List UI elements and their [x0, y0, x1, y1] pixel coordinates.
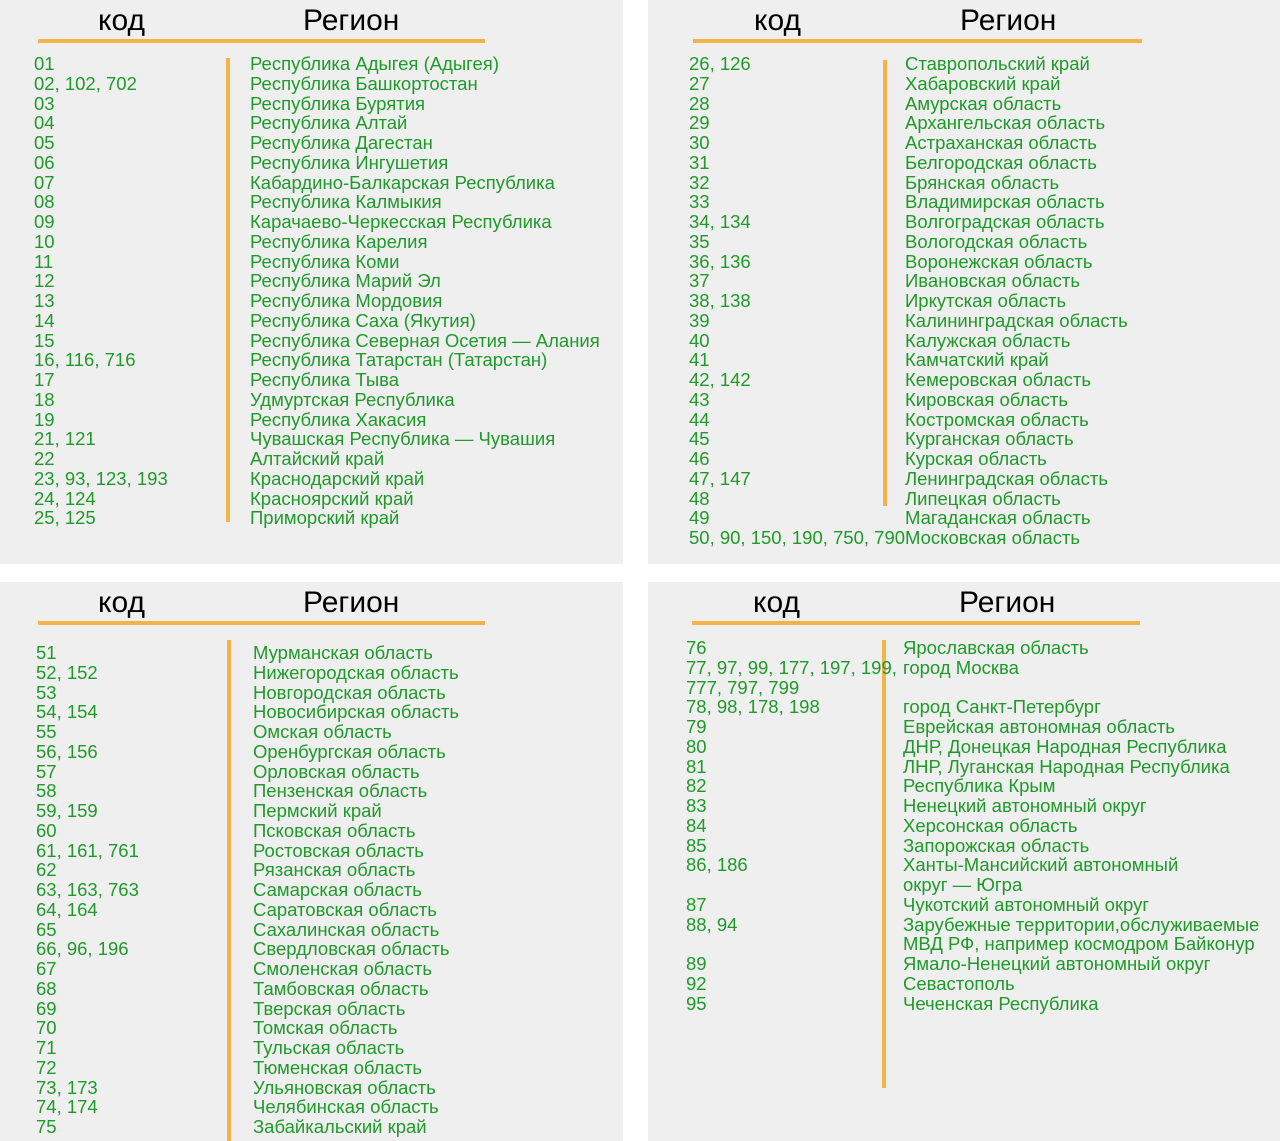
region-name: Приморский край: [250, 507, 400, 529]
header-divider: [38, 621, 485, 625]
region-code: 777, 797, 799: [686, 676, 800, 698]
region-code: 31: [689, 151, 710, 173]
region-code: 36, 136: [689, 250, 751, 272]
region-name: Запорожская область: [903, 834, 1090, 856]
region-code: 72: [36, 1056, 57, 1078]
region-column: [905, 54, 1128, 548]
region-name: Республика Крым: [903, 775, 1056, 797]
region-code: 51: [36, 642, 57, 663]
region-code: 12: [34, 270, 55, 292]
region-code: 09: [34, 211, 55, 232]
region-code: 80: [686, 735, 707, 757]
header-code: код: [98, 4, 145, 37]
region-name: Пермский край: [253, 800, 382, 821]
region-name: Чувашская Республика — Чувашия: [250, 428, 556, 450]
region-name: Республика Алтай: [250, 112, 408, 134]
region-code: 54, 154: [36, 701, 98, 723]
region-code: 88, 94: [686, 913, 738, 935]
region-name: Ленинградская область: [905, 467, 1109, 489]
region-code: 34, 134: [689, 211, 751, 232]
region-name: Херсонская область: [903, 814, 1078, 836]
region-code: 16, 116, 716: [34, 349, 136, 371]
region-code: 03: [34, 92, 55, 114]
region-code: 14: [34, 309, 55, 331]
region-name: Ивановская область: [905, 270, 1081, 292]
region-name: Магаданская область: [905, 507, 1091, 529]
region-code: 48: [689, 487, 710, 509]
region-name: Астраханская область: [905, 132, 1097, 153]
panel-regions-1: [0, 0, 623, 564]
header-region: Регион: [303, 586, 400, 619]
region-code: 05: [34, 132, 55, 153]
header-code: код: [753, 586, 800, 619]
region-name: Республика Карелия: [250, 230, 428, 252]
code-column: [36, 643, 139, 1137]
region-name: Архангельская область: [905, 112, 1106, 134]
region-code: 04: [34, 112, 55, 134]
region-code: 74, 174: [36, 1096, 98, 1118]
region-name: Новгородская область: [253, 681, 446, 703]
region-name: Ненецкий автономный округ: [903, 795, 1147, 816]
region-name: Чукотский автономный округ: [903, 893, 1150, 915]
region-name: Амурская область: [905, 92, 1062, 114]
region-code: 01: [34, 53, 55, 74]
region-name: Ямало-Ненецкий автономный округ: [903, 953, 1211, 974]
region-code: 64, 164: [36, 898, 98, 920]
region-code: 57: [36, 760, 57, 782]
region-code: 83: [686, 795, 707, 816]
panel-regions-4: [648, 582, 1280, 1141]
region-name: Республика Хакасия: [250, 408, 427, 430]
region-name: Республика Саха (Якутия): [250, 309, 476, 331]
region-code: 86, 186: [686, 854, 748, 876]
region-name: Республика Мордовия: [250, 290, 443, 311]
region-code: 59, 159: [36, 800, 98, 821]
region-code: 11: [34, 250, 54, 272]
region-name: Ярославская область: [903, 637, 1089, 658]
region-name: Липецкая область: [905, 487, 1061, 509]
region-name: Тамбовская область: [253, 977, 429, 999]
region-name: Свердловская область: [253, 938, 450, 960]
header-divider: [692, 621, 1140, 625]
region-code: 77, 97, 99, 177, 197, 199,: [686, 656, 897, 678]
region-name: Новосибирская область: [253, 701, 460, 723]
header-divider: [693, 39, 1142, 43]
region-code: 87: [686, 893, 707, 915]
region-code: [686, 934, 897, 954]
region-code: 37: [689, 270, 710, 292]
region-name: Мурманская область: [253, 642, 433, 663]
code-column: [689, 54, 905, 548]
region-code: 02, 102, 702: [34, 72, 137, 94]
region-code: 73, 173: [36, 1076, 98, 1098]
region-name: Республика Татарстан (Татарстан): [250, 349, 548, 371]
region-code: 38, 138: [689, 290, 751, 311]
region-code: 07: [34, 171, 55, 193]
region-code: 22: [34, 448, 55, 469]
region-name: Белгородская область: [905, 151, 1097, 173]
region-name: Челябинская область: [253, 1096, 439, 1118]
region-code: 43: [689, 388, 710, 410]
region-name: Смоленская область: [253, 958, 432, 979]
region-name: Удмуртская Республика: [250, 388, 455, 410]
region-name: Алтайский край: [250, 448, 385, 469]
region-name: Саратовская область: [253, 898, 437, 920]
header-region: Регион: [960, 4, 1057, 37]
region-code: 63, 163, 763: [36, 879, 139, 900]
region-name: Ульяновская область: [253, 1076, 436, 1098]
column-divider: [227, 640, 231, 1141]
region-name: Владимирская область: [905, 191, 1105, 213]
region-name: округ — Югра: [903, 874, 1023, 895]
region-code: 71: [36, 1037, 57, 1058]
region-name: Ханты-Мансийский автономный: [903, 854, 1179, 876]
region-name: Воронежская область: [905, 250, 1093, 272]
region-name: Севастополь: [903, 972, 1015, 994]
region-name: Московская область: [905, 527, 1081, 548]
region-name: Кемеровская область: [905, 369, 1091, 390]
region-name: Республика Бурятия: [250, 92, 426, 114]
region-name: Пензенская область: [253, 780, 428, 802]
region-name: Республика Адыгея (Адыгея): [250, 53, 499, 74]
region-name: Красноярский край: [250, 487, 414, 509]
region-name: Тверская область: [253, 997, 406, 1019]
region-code: 27: [689, 72, 710, 94]
region-code: 81: [686, 755, 707, 777]
region-code: 58: [36, 780, 57, 802]
region-code: 26, 126: [689, 53, 751, 74]
region-name: Томская область: [253, 1017, 398, 1039]
region-code: 39: [689, 309, 710, 331]
region-code: 84: [686, 814, 707, 836]
region-name: Хабаровский край: [905, 72, 1061, 94]
region-name: Рязанская область: [253, 859, 416, 881]
region-code: 60: [36, 819, 57, 841]
region-name: Республика Коми: [250, 250, 400, 272]
region-name: Республика Северная Осетия — Алания: [250, 329, 600, 351]
region-name: ЛНР, Луганская Народная Республика: [903, 755, 1230, 777]
region-name: Курская область: [905, 448, 1047, 469]
region-code: 70: [36, 1017, 57, 1039]
region-name: Ростовская область: [253, 839, 424, 861]
region-code: 49: [689, 507, 710, 529]
region-name: Вологодская область: [905, 230, 1088, 252]
region-name: Республика Калмыкия: [250, 191, 442, 213]
region-code: 56, 156: [36, 740, 98, 762]
region-code: 18: [34, 388, 55, 410]
region-column: [250, 54, 600, 528]
region-code: 61, 161, 761: [36, 839, 139, 861]
region-code: 65: [36, 918, 57, 940]
region-name: Брянская область: [905, 171, 1060, 193]
region-code: 82: [686, 775, 707, 797]
region-name: Республика Ингушетия: [250, 151, 449, 173]
region-name: Кировская область: [905, 388, 1069, 410]
region-name: Республика Башкортостан: [250, 72, 478, 94]
region-code: 15: [34, 329, 55, 351]
region-code: 41: [689, 349, 710, 371]
region-name: Костромская область: [905, 408, 1089, 430]
region-code: 35: [689, 230, 710, 252]
region-name: Иркутская область: [905, 290, 1067, 311]
region-code: 17: [34, 369, 55, 390]
region-code: 13: [34, 290, 55, 311]
region-code: 25, 125: [34, 507, 96, 529]
region-code: 68: [36, 977, 57, 999]
region-name: [903, 678, 1259, 698]
region-name: Самарская область: [253, 879, 422, 900]
region-name: Сахалинская область: [253, 918, 440, 940]
region-code: 53: [36, 681, 57, 703]
header-code: код: [754, 4, 801, 37]
region-code: 06: [34, 151, 55, 173]
region-code: 62: [36, 859, 57, 881]
panel-regions-3: [0, 582, 623, 1141]
region-name: Нижегородская область: [253, 661, 459, 683]
region-code: 10: [34, 230, 55, 252]
region-code: 19: [34, 408, 55, 430]
region-code: 95: [686, 992, 707, 1014]
region-code: 40: [689, 329, 710, 351]
header-code: код: [98, 586, 145, 619]
region-name: Кабардино-Балкарская Республика: [250, 171, 555, 193]
panel-regions-2: [648, 0, 1280, 564]
region-column: [903, 638, 1259, 1013]
region-name: Еврейская автономная область: [903, 716, 1175, 737]
region-column: [253, 643, 459, 1137]
region-name: ДНР, Донецкая Народная Республика: [903, 735, 1227, 757]
region-code: 08: [34, 191, 55, 213]
region-name: Краснодарский край: [250, 467, 425, 489]
region-code: 32: [689, 171, 710, 193]
region-name: Республика Тыва: [250, 369, 400, 390]
region-code: 24, 124: [34, 487, 96, 509]
region-code: 66, 96, 196: [36, 938, 129, 960]
region-name: Чеченская Республика: [903, 992, 1099, 1014]
header-region: Регион: [959, 586, 1056, 619]
region-name: город Москва: [903, 656, 1019, 678]
region-name: Камчатский край: [905, 349, 1049, 371]
code-column: [686, 638, 897, 1013]
region-name: Псковская область: [253, 819, 416, 841]
region-code: 23, 93, 123, 193: [34, 467, 168, 489]
region-code: 85: [686, 834, 707, 856]
region-code: [686, 875, 897, 895]
region-name: Тюменская область: [253, 1056, 423, 1078]
header-divider: [38, 39, 485, 43]
region-name: Забайкальский край: [253, 1116, 427, 1137]
region-name: Калининградская область: [905, 309, 1128, 331]
region-code: 42, 142: [689, 369, 751, 390]
code-column: [34, 54, 168, 528]
region-code: 92: [686, 972, 707, 994]
region-code: 79: [686, 716, 707, 737]
region-name: Карачаево-Черкесская Республика: [250, 211, 552, 232]
region-code: 69: [36, 997, 57, 1019]
region-name: Республика Марий Эл: [250, 270, 441, 292]
region-code: 55: [36, 721, 57, 742]
region-name: Омская область: [253, 721, 392, 742]
region-code: 28: [689, 92, 710, 114]
region-code: 21, 121: [34, 428, 96, 450]
region-code: 33: [689, 191, 710, 213]
region-name: Калужская область: [905, 329, 1071, 351]
region-code: 44: [689, 408, 710, 430]
region-name: Волгоградская область: [905, 211, 1105, 232]
region-code: 89: [686, 953, 707, 974]
region-name: Республика Дагестан: [250, 132, 433, 153]
region-name: МВД РФ, например космодром Байконур: [903, 933, 1255, 955]
region-code: 47, 147: [689, 467, 751, 489]
region-code: 29: [689, 112, 710, 134]
region-name: Оренбургская область: [253, 740, 446, 762]
region-code: 30: [689, 132, 710, 153]
header-region: Регион: [303, 4, 400, 37]
region-name: Зарубежные территории,обслуживаемые: [903, 913, 1260, 935]
region-name: Курганская область: [905, 428, 1074, 450]
region-code: 52, 152: [36, 661, 98, 683]
region-code: 76: [686, 637, 707, 658]
region-code: 78, 98, 178, 198: [686, 696, 820, 718]
column-divider: [226, 58, 230, 522]
region-name: Тульская область: [253, 1037, 405, 1058]
region-name: город Санкт-Петербург: [903, 696, 1101, 718]
region-code: 67: [36, 958, 57, 979]
region-code: 75: [36, 1116, 57, 1137]
region-code: 50, 90, 150, 190, 750, 790: [689, 527, 906, 548]
region-code: 46: [689, 448, 710, 469]
region-code: 45: [689, 428, 710, 450]
region-name: Ставропольский край: [905, 53, 1090, 74]
region-name: Орловская область: [253, 760, 420, 782]
